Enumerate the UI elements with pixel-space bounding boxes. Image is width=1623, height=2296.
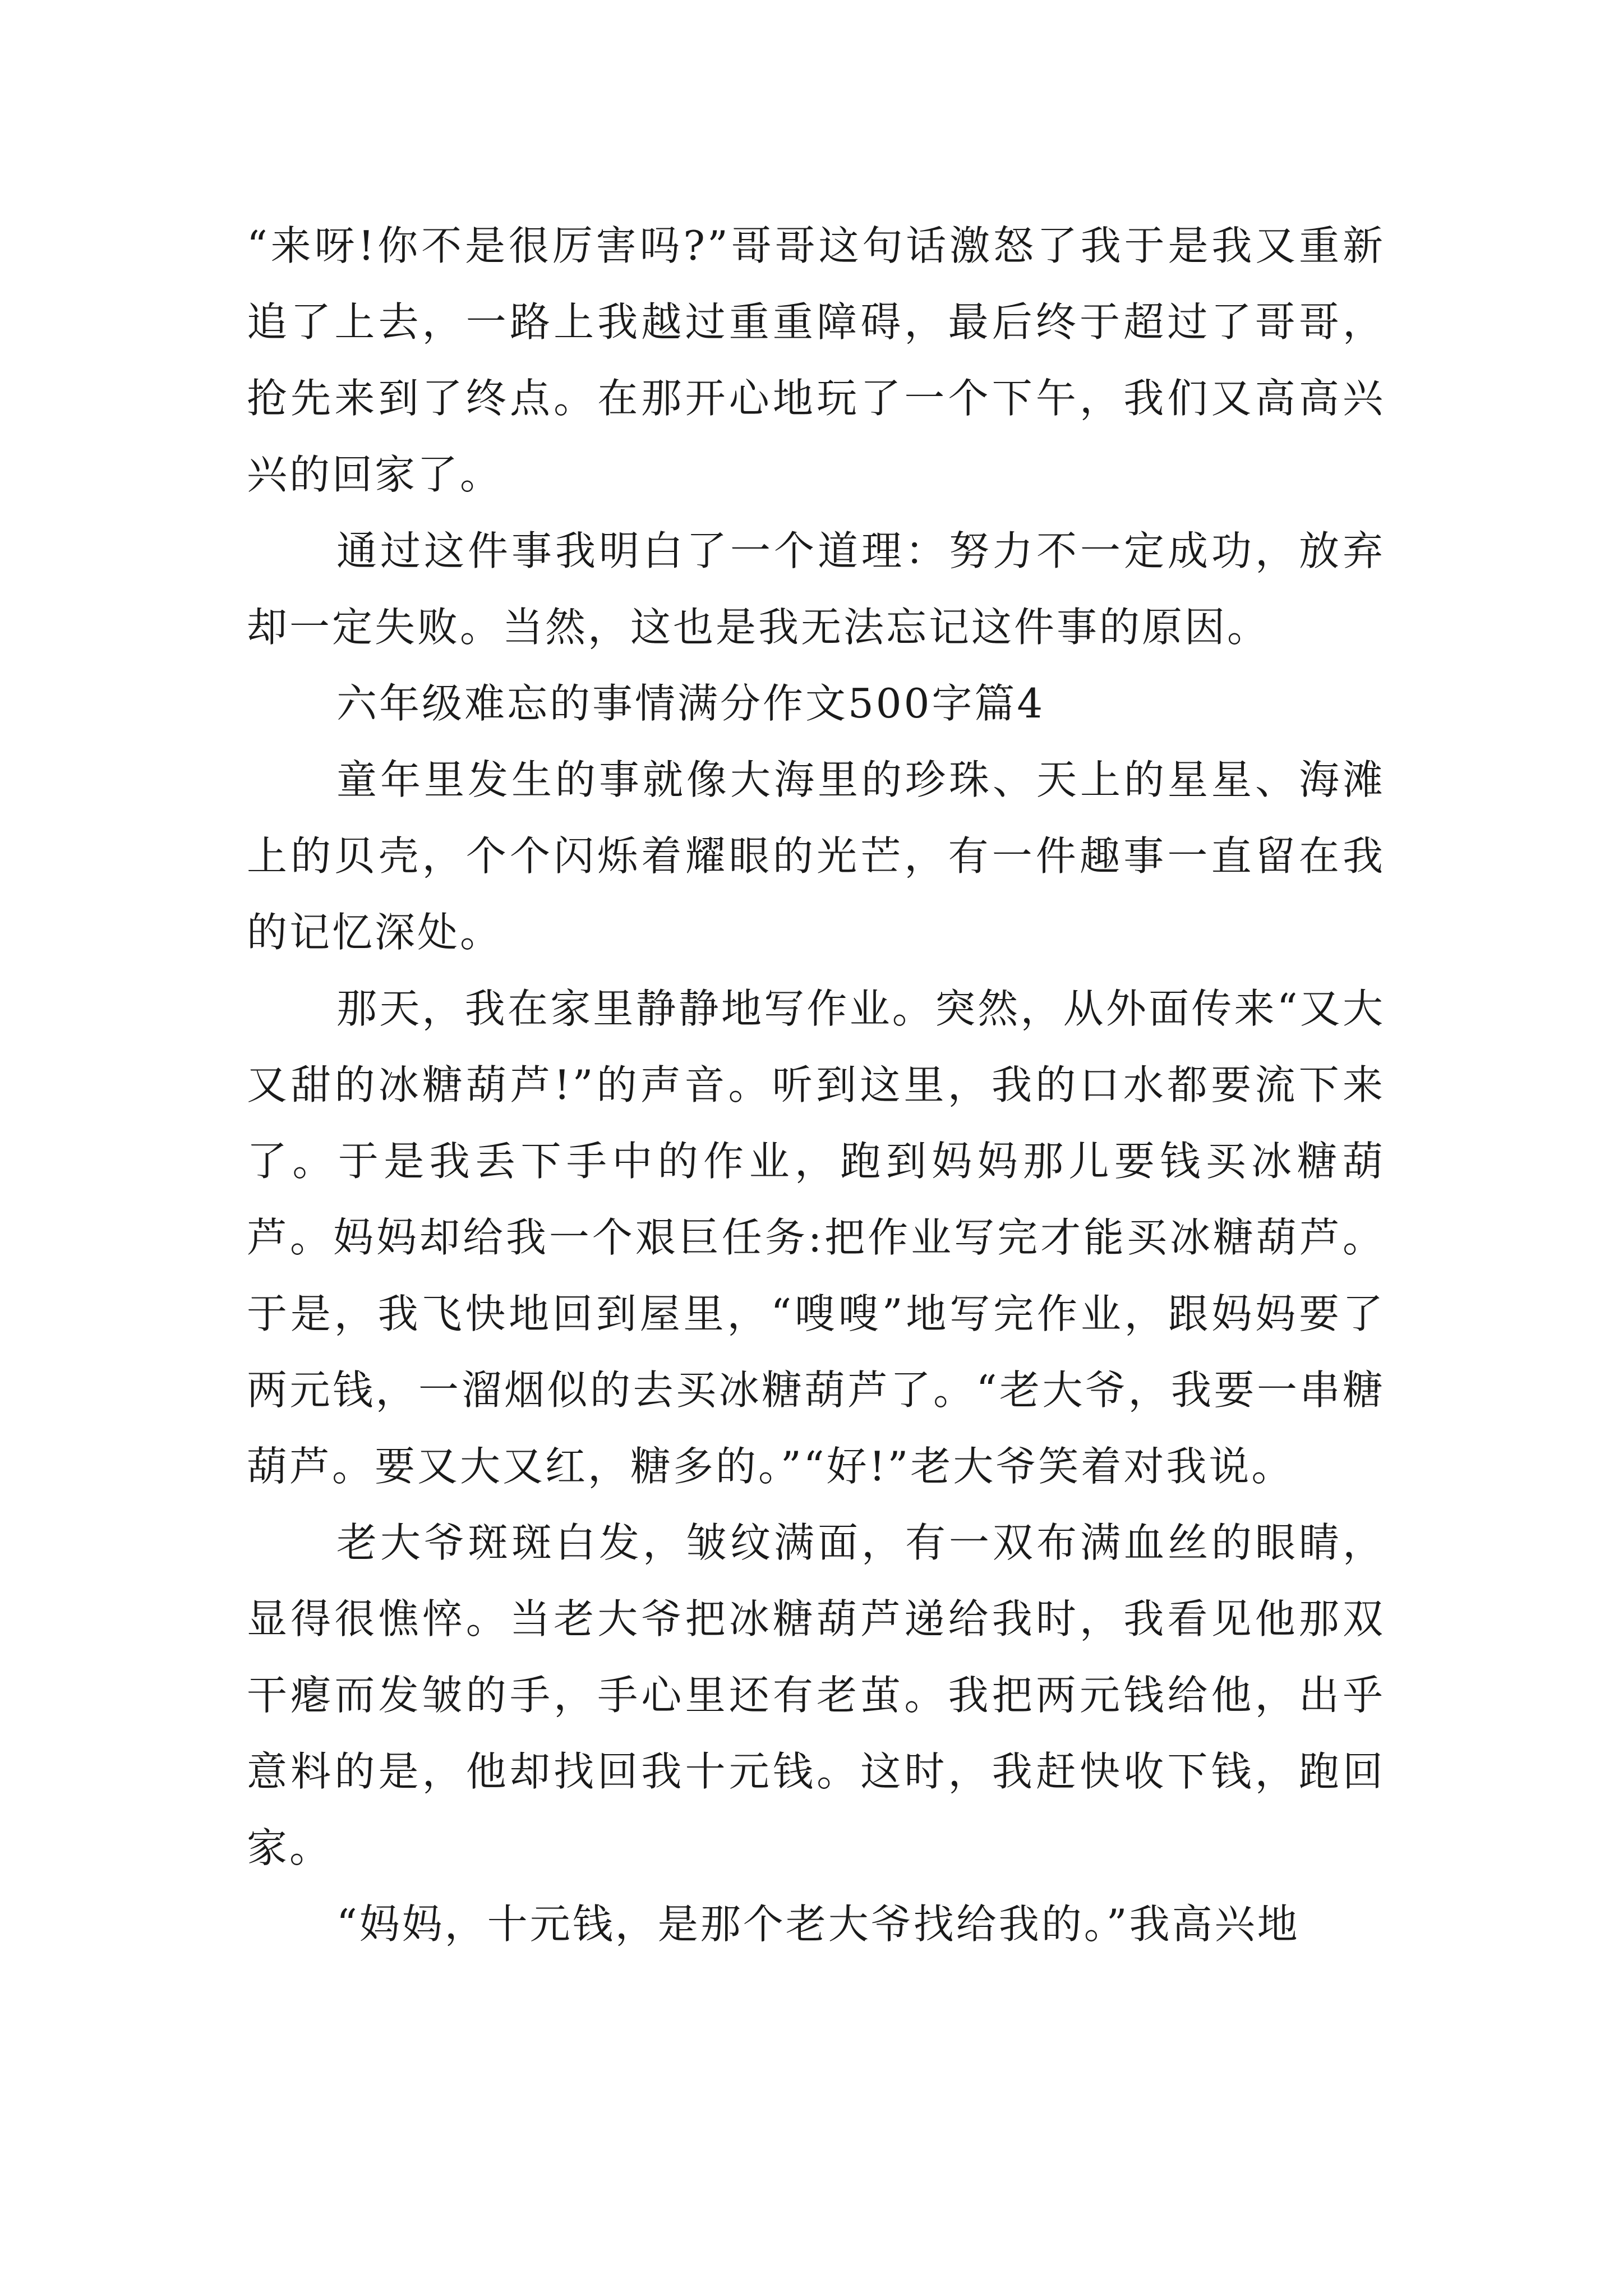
paragraph-old-man: 老大爷斑斑白发，皱纹满面，有一双布满血丝的眼睛，显得很憔悴。当老大爷把冰糖葫芦递给我时，我看见他那双干瘪而发皱的手，手心里还有老茧。我把两元钱给他，出乎意料的是，他却找回我十元钱。这时，我赶快收下钱，跑回家。 bbox=[247, 1519, 1385, 1871]
paragraph-race-ending: “来呀!你不是很厉害吗?”哥哥这句话激怒了我于是我又重新追了上去，一路上我越过重重障碍，最后终于超过了哥哥，抢先来到了终点。在那开心地玩了一个下午，我们又高高兴兴的回家了。 bbox=[247, 222, 1385, 498]
paragraph-lesson: 通过这件事我明白了一个道理：努力不一定成功，放弃却一定失败。当然，这也是我无法忘记这件事的原因。 bbox=[247, 527, 1385, 651]
paragraph-candied-haws: 那天，我在家里静静地写作业。突然，从外面传来“又大又甜的冰糖葫芦!”的声音。听到这里，我的口水都要流下来了。于是我丢下手中的作业，跑到妈妈那儿要钱买冰糖葫芦。妈妈却给我一个艰巨任务:把作业写完才能买冰糖葫芦。于是，我飞快地回到屋里，“嗖嗖”地写完作业，跟妈妈要了两元钱，一溜烟似的去买冰糖葫芦了。“老大爷，我要一串糖葫芦。要又大又红，糖多的。”“好!”老大爷笑着对我说。 bbox=[247, 985, 1385, 1490]
section-title: 六年级难忘的事情满分作文500字篇4 bbox=[336, 680, 1045, 727]
paragraph-told-mother: “妈妈，十元钱，是那个老大爷找给我的。”我高兴地 bbox=[336, 1901, 1300, 1948]
paragraph-childhood-memory: 童年里发生的事就像大海里的珍珠、天上的星星、海滩上的贝壳，个个闪烁着耀眼的光芒，有一件趣事一直留在我的记忆深处。 bbox=[247, 756, 1385, 956]
document-body bbox=[247, 208, 1385, 1962]
